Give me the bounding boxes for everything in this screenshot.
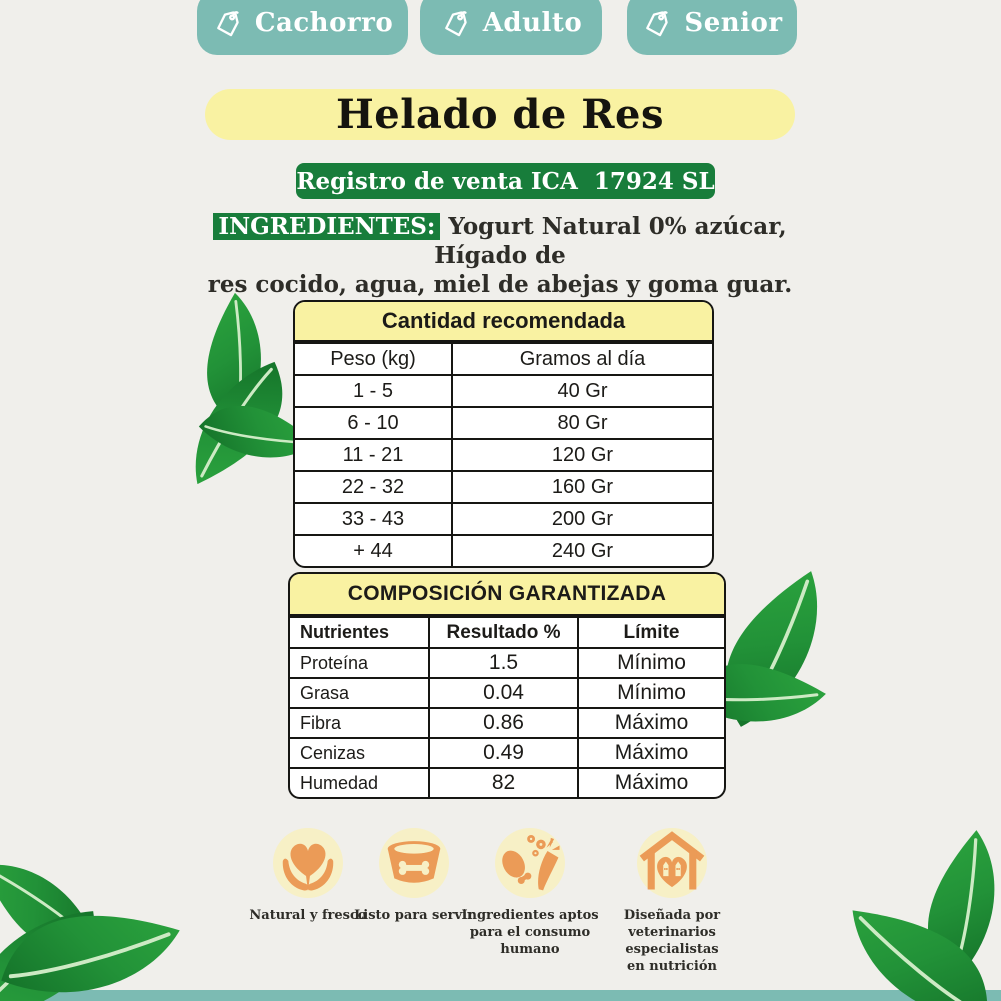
column-header: Límite (577, 618, 724, 647)
page-title (205, 89, 795, 140)
table-header-row (295, 342, 712, 374)
feature-vet-designed (587, 828, 757, 976)
composition-table-title: COMPOSICIÓN GARANTIZADA (290, 574, 724, 616)
table-row (295, 438, 712, 470)
dog-bowl-icon (379, 828, 449, 898)
feature-caption: Natural y fresco (249, 908, 367, 923)
hands-heart-icon (273, 828, 343, 898)
age-tag-label: Adulto (482, 8, 583, 38)
table-row (290, 737, 724, 767)
age-tag-label: Senior (684, 8, 783, 38)
nutrient-result: 82 (428, 769, 577, 797)
weight-range: + 44 (353, 539, 393, 562)
table-header-row (290, 616, 724, 647)
weight-range: 33 - 43 (341, 507, 405, 530)
column-header: Peso (kg) (330, 347, 416, 370)
weight-range: 22 - 32 (341, 475, 405, 498)
ingredients-block (180, 213, 820, 299)
table-row (290, 647, 724, 677)
leaf-decoration (0, 880, 184, 1001)
feature-caption: Listo para servir (354, 908, 474, 923)
nutrient-limit: Mínimo (577, 649, 724, 677)
nutrient-result: 0.86 (428, 709, 577, 737)
registry-badge (296, 163, 715, 199)
ingredients-line-2: res cocido, agua, miel de abejas y goma guar. (207, 270, 793, 298)
tag-icon (440, 7, 472, 39)
ingredients-label: INGREDIENTES: (213, 213, 440, 240)
nutrient-limit: Máximo (577, 769, 724, 797)
weight-range: 6 - 10 (347, 411, 399, 434)
grams-per-day: 40 Gr (451, 376, 712, 406)
ingredients-line-1: INGREDIENTES: Yogurt Natural 0% azúcar, Hígado de (180, 213, 820, 271)
grams-per-day: 240 Gr (451, 536, 712, 566)
recommended-quantity-table (293, 300, 714, 568)
nutrient-result: 0.49 (428, 739, 577, 767)
nutrient-name: Fibra (300, 712, 342, 733)
guaranteed-composition-table (288, 572, 726, 799)
nutrient-name: Cenizas (300, 742, 366, 763)
feature-human-grade (455, 828, 605, 959)
table-row (290, 707, 724, 737)
product-name: Helado de Res (336, 91, 664, 138)
age-tag-senior[interactable] (627, 0, 797, 55)
column-header: Gramos al día (451, 344, 712, 374)
table-row (295, 470, 712, 502)
registry-text: Registro de venta ICA 17924 SL (296, 167, 715, 195)
age-tag-cachorro[interactable] (197, 0, 408, 55)
column-header: Resultado % (428, 618, 577, 647)
recommended-table-title: Cantidad recomendada (295, 302, 712, 342)
vet-house-icon (637, 828, 707, 898)
table-row (295, 374, 712, 406)
weight-range: 11 - 21 (342, 443, 404, 466)
grams-per-day: 200 Gr (451, 504, 712, 534)
age-tag-adulto[interactable] (420, 0, 602, 55)
nutrient-result: 0.04 (428, 679, 577, 707)
nutrient-result: 1.5 (428, 649, 577, 677)
nutrient-name: Grasa (300, 682, 350, 703)
column-header: Nutrientes (300, 622, 390, 642)
feature-caption: Diseñada por veterinarios especialistas en nutrición (623, 908, 721, 974)
nutrient-limit: Máximo (577, 709, 724, 737)
human-grade-ingredients-icon (495, 828, 565, 898)
table-row (295, 534, 712, 566)
nutrient-limit: Máximo (577, 739, 724, 767)
weight-range: 1 - 5 (352, 379, 394, 402)
table-row (295, 406, 712, 438)
table-row (290, 767, 724, 797)
nutrient-name: Humedad (300, 772, 379, 793)
tag-icon (212, 7, 244, 39)
age-tag-label: Cachorro (254, 8, 394, 38)
tag-icon (641, 7, 673, 39)
nutrient-name: Proteína (300, 652, 369, 673)
table-row (290, 677, 724, 707)
grams-per-day: 80 Gr (451, 408, 712, 438)
nutrient-limit: Mínimo (577, 679, 724, 707)
grams-per-day: 120 Gr (451, 440, 712, 470)
feature-caption: Ingredientes aptos para el consumo humano (461, 908, 599, 957)
grams-per-day: 160 Gr (451, 472, 712, 502)
table-row (295, 502, 712, 534)
